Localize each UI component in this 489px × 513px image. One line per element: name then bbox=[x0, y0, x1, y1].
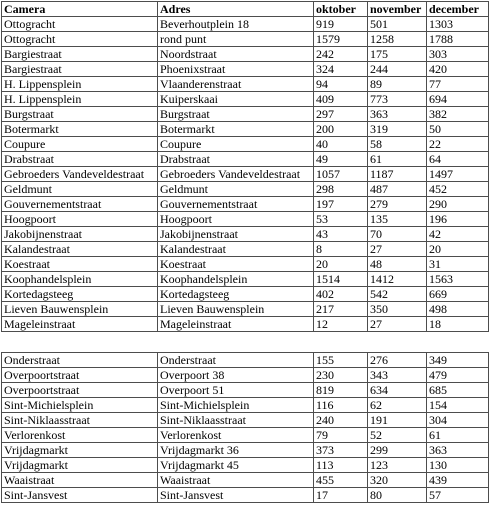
cell-oktober: 20 bbox=[314, 257, 368, 272]
cell-adres: Vrijdagmarkt 36 bbox=[158, 443, 314, 458]
cell-adres: Sint-Jansvest bbox=[158, 488, 314, 503]
table-row bbox=[2, 212, 489, 227]
cell-november: 244 bbox=[368, 62, 427, 77]
table-row bbox=[2, 488, 489, 503]
cell-november: 343 bbox=[368, 368, 427, 383]
cell-oktober: 197 bbox=[314, 197, 368, 212]
table-row bbox=[2, 242, 489, 257]
cell-november: 80 bbox=[368, 488, 427, 503]
cell-camera: Koophandelsplein bbox=[2, 272, 158, 287]
cell-camera: Hoogpoort bbox=[2, 212, 158, 227]
cell-camera: Botermarkt bbox=[2, 122, 158, 137]
cell-oktober: 200 bbox=[314, 122, 368, 137]
cell-november: 634 bbox=[368, 383, 427, 398]
cell-oktober: 298 bbox=[314, 182, 368, 197]
cell-december: 77 bbox=[427, 77, 489, 92]
cell-camera: Vrijdagmarkt bbox=[2, 458, 158, 473]
cell-adres: rond punt bbox=[158, 32, 314, 47]
cell-november: 350 bbox=[368, 302, 427, 317]
cell-adres: Koestraat bbox=[158, 257, 314, 272]
table-row bbox=[2, 77, 489, 92]
table-row bbox=[2, 473, 489, 488]
cell-december: 50 bbox=[427, 122, 489, 137]
cell-adres: Burgstraat bbox=[158, 107, 314, 122]
table-row bbox=[2, 428, 489, 443]
cell-december: 498 bbox=[427, 302, 489, 317]
cell-december: 420 bbox=[427, 62, 489, 77]
header-camera: Camera bbox=[2, 2, 158, 17]
cell-oktober: 94 bbox=[314, 77, 368, 92]
cell-december: 452 bbox=[427, 182, 489, 197]
table-row bbox=[2, 167, 489, 182]
cell-camera: H. Lippensplein bbox=[2, 92, 158, 107]
cell-november: 1412 bbox=[368, 272, 427, 287]
cell-december: 669 bbox=[427, 287, 489, 302]
table-row bbox=[2, 182, 489, 197]
camera-table-bottom bbox=[1, 352, 489, 503]
cell-november: 58 bbox=[368, 137, 427, 152]
cell-camera: Kalandestraat bbox=[2, 242, 158, 257]
cell-camera: Sint-Jansvest bbox=[2, 488, 158, 503]
cell-camera: Mageleinstraat bbox=[2, 317, 158, 332]
cell-december: 130 bbox=[427, 458, 489, 473]
cell-adres: Coupure bbox=[158, 137, 314, 152]
cell-adres: Noordstraat bbox=[158, 47, 314, 62]
cell-oktober: 116 bbox=[314, 398, 368, 413]
cell-december: 349 bbox=[427, 353, 489, 368]
cell-camera: Bargiestraat bbox=[2, 62, 158, 77]
cell-november: 501 bbox=[368, 17, 427, 32]
cell-december: 290 bbox=[427, 197, 489, 212]
cell-december: 382 bbox=[427, 107, 489, 122]
cell-december: 31 bbox=[427, 257, 489, 272]
cell-november: 89 bbox=[368, 77, 427, 92]
cell-adres: Waaistraat bbox=[158, 473, 314, 488]
cell-camera: Verlorenkost bbox=[2, 428, 158, 443]
cell-adres: Hoogpoort bbox=[158, 212, 314, 227]
table-row bbox=[2, 107, 489, 122]
cell-camera: Coupure bbox=[2, 137, 158, 152]
cell-camera: Geldmunt bbox=[2, 182, 158, 197]
cell-december: 685 bbox=[427, 383, 489, 398]
cell-december: 1497 bbox=[427, 167, 489, 182]
cell-november: 27 bbox=[368, 317, 427, 332]
header-november: november bbox=[368, 2, 427, 17]
cell-november: 135 bbox=[368, 212, 427, 227]
cell-oktober: 919 bbox=[314, 17, 368, 32]
cell-adres: Overpoort 38 bbox=[158, 368, 314, 383]
cell-camera: Gebroeders Vandeveldestraat bbox=[2, 167, 158, 182]
cell-adres: Kortedagsteeg bbox=[158, 287, 314, 302]
cell-adres: Kuiperskaai bbox=[158, 92, 314, 107]
table-row bbox=[2, 317, 489, 332]
cell-december: 20 bbox=[427, 242, 489, 257]
cell-december: 64 bbox=[427, 152, 489, 167]
cell-november: 773 bbox=[368, 92, 427, 107]
table-row bbox=[2, 47, 489, 62]
table-body-bottom bbox=[2, 353, 489, 503]
cell-adres: Gouvernementstraat bbox=[158, 197, 314, 212]
cell-oktober: 402 bbox=[314, 287, 368, 302]
cell-oktober: 240 bbox=[314, 413, 368, 428]
cell-oktober: 113 bbox=[314, 458, 368, 473]
table-row bbox=[2, 257, 489, 272]
cell-camera: Lieven Bauwensplein bbox=[2, 302, 158, 317]
cell-november: 279 bbox=[368, 197, 427, 212]
cell-november: 48 bbox=[368, 257, 427, 272]
cell-adres: Lieven Bauwensplein bbox=[158, 302, 314, 317]
cell-oktober: 217 bbox=[314, 302, 368, 317]
table-row bbox=[2, 368, 489, 383]
cell-november: 320 bbox=[368, 473, 427, 488]
cell-camera: Vrijdagmarkt bbox=[2, 443, 158, 458]
cell-oktober: 43 bbox=[314, 227, 368, 242]
cell-oktober: 155 bbox=[314, 353, 368, 368]
cell-december: 439 bbox=[427, 473, 489, 488]
cell-adres: Onderstraat bbox=[158, 353, 314, 368]
cell-december: 1788 bbox=[427, 32, 489, 47]
cell-oktober: 8 bbox=[314, 242, 368, 257]
table-row bbox=[2, 92, 489, 107]
cell-december: 196 bbox=[427, 212, 489, 227]
cell-camera: Onderstraat bbox=[2, 353, 158, 368]
cell-camera: Overpoortstraat bbox=[2, 383, 158, 398]
table-row bbox=[2, 32, 489, 47]
cell-december: 304 bbox=[427, 413, 489, 428]
cell-adres: Mageleinstraat bbox=[158, 317, 314, 332]
cell-november: 1187 bbox=[368, 167, 427, 182]
table-row bbox=[2, 287, 489, 302]
cell-november: 175 bbox=[368, 47, 427, 62]
cell-oktober: 40 bbox=[314, 137, 368, 152]
cell-camera: Jakobijnenstraat bbox=[2, 227, 158, 242]
cell-adres: Botermarkt bbox=[158, 122, 314, 137]
cell-november: 276 bbox=[368, 353, 427, 368]
cell-adres: Beverhoutplein 18 bbox=[158, 17, 314, 32]
cell-december: 1563 bbox=[427, 272, 489, 287]
cell-adres: Drabstraat bbox=[158, 152, 314, 167]
cell-november: 299 bbox=[368, 443, 427, 458]
cell-adres: Verlorenkost bbox=[158, 428, 314, 443]
cell-oktober: 53 bbox=[314, 212, 368, 227]
cell-camera: H. Lippensplein bbox=[2, 77, 158, 92]
table-row bbox=[2, 62, 489, 77]
cell-oktober: 1057 bbox=[314, 167, 368, 182]
cell-oktober: 409 bbox=[314, 92, 368, 107]
cell-december: 154 bbox=[427, 398, 489, 413]
cell-adres: Overpoort 51 bbox=[158, 383, 314, 398]
cell-adres: Vlaanderenstraat bbox=[158, 77, 314, 92]
cell-oktober: 373 bbox=[314, 443, 368, 458]
cell-camera: Drabstraat bbox=[2, 152, 158, 167]
header-oktober: oktober bbox=[314, 2, 368, 17]
cell-november: 487 bbox=[368, 182, 427, 197]
cell-camera: Burgstraat bbox=[2, 107, 158, 122]
cell-adres: Phoenixstraat bbox=[158, 62, 314, 77]
cell-oktober: 1579 bbox=[314, 32, 368, 47]
table-body-top bbox=[2, 17, 489, 332]
cell-november: 363 bbox=[368, 107, 427, 122]
cell-camera: Kortedagsteeg bbox=[2, 287, 158, 302]
cell-adres: Sint-Michielsplein bbox=[158, 398, 314, 413]
cell-camera: Sint-Niklaasstraat bbox=[2, 413, 158, 428]
cell-oktober: 12 bbox=[314, 317, 368, 332]
cell-december: 18 bbox=[427, 317, 489, 332]
cell-december: 57 bbox=[427, 488, 489, 503]
cell-december: 42 bbox=[427, 227, 489, 242]
cell-december: 694 bbox=[427, 92, 489, 107]
cell-december: 1303 bbox=[427, 17, 489, 32]
cell-december: 303 bbox=[427, 47, 489, 62]
table-row bbox=[2, 227, 489, 242]
cell-november: 52 bbox=[368, 428, 427, 443]
table-row bbox=[2, 152, 489, 167]
cell-camera: Bargiestraat bbox=[2, 47, 158, 62]
camera-table-top bbox=[1, 1, 489, 332]
header-row bbox=[2, 2, 489, 17]
cell-adres: Vrijdagmarkt 45 bbox=[158, 458, 314, 473]
cell-oktober: 455 bbox=[314, 473, 368, 488]
cell-november: 542 bbox=[368, 287, 427, 302]
table-row bbox=[2, 353, 489, 368]
table-row bbox=[2, 383, 489, 398]
cell-camera: Overpoortstraat bbox=[2, 368, 158, 383]
table-row bbox=[2, 302, 489, 317]
cell-oktober: 230 bbox=[314, 368, 368, 383]
cell-november: 319 bbox=[368, 122, 427, 137]
cell-adres: Jakobijnenstraat bbox=[158, 227, 314, 242]
cell-oktober: 819 bbox=[314, 383, 368, 398]
table-row bbox=[2, 413, 489, 428]
cell-camera: Sint-Michielsplein bbox=[2, 398, 158, 413]
table-row bbox=[2, 122, 489, 137]
cell-november: 27 bbox=[368, 242, 427, 257]
cell-camera: Koestraat bbox=[2, 257, 158, 272]
table-row bbox=[2, 137, 489, 152]
cell-oktober: 1514 bbox=[314, 272, 368, 287]
table-row bbox=[2, 272, 489, 287]
cell-december: 479 bbox=[427, 368, 489, 383]
cell-oktober: 17 bbox=[314, 488, 368, 503]
cell-oktober: 297 bbox=[314, 107, 368, 122]
cell-november: 123 bbox=[368, 458, 427, 473]
cell-adres: Kalandestraat bbox=[158, 242, 314, 257]
cell-camera: Ottogracht bbox=[2, 17, 158, 32]
cell-camera: Waaistraat bbox=[2, 473, 158, 488]
cell-camera: Ottogracht bbox=[2, 32, 158, 47]
cell-oktober: 242 bbox=[314, 47, 368, 62]
cell-adres: Sint-Niklaasstraat bbox=[158, 413, 314, 428]
cell-december: 61 bbox=[427, 428, 489, 443]
table-row bbox=[2, 443, 489, 458]
cell-november: 61 bbox=[368, 152, 427, 167]
header-december: december bbox=[427, 2, 489, 17]
cell-oktober: 49 bbox=[314, 152, 368, 167]
table-row bbox=[2, 458, 489, 473]
cell-november: 70 bbox=[368, 227, 427, 242]
cell-oktober: 79 bbox=[314, 428, 368, 443]
cell-december: 22 bbox=[427, 137, 489, 152]
cell-adres: Gebroeders Vandeveldestraat bbox=[158, 167, 314, 182]
cell-december: 363 bbox=[427, 443, 489, 458]
cell-november: 1258 bbox=[368, 32, 427, 47]
cell-adres: Geldmunt bbox=[158, 182, 314, 197]
table-row bbox=[2, 398, 489, 413]
cell-november: 62 bbox=[368, 398, 427, 413]
header-adres: Adres bbox=[158, 2, 314, 17]
table-row bbox=[2, 17, 489, 32]
cell-adres: Koophandelsplein bbox=[158, 272, 314, 287]
cell-oktober: 324 bbox=[314, 62, 368, 77]
table-row bbox=[2, 197, 489, 212]
cell-camera: Gouvernementstraat bbox=[2, 197, 158, 212]
cell-november: 191 bbox=[368, 413, 427, 428]
